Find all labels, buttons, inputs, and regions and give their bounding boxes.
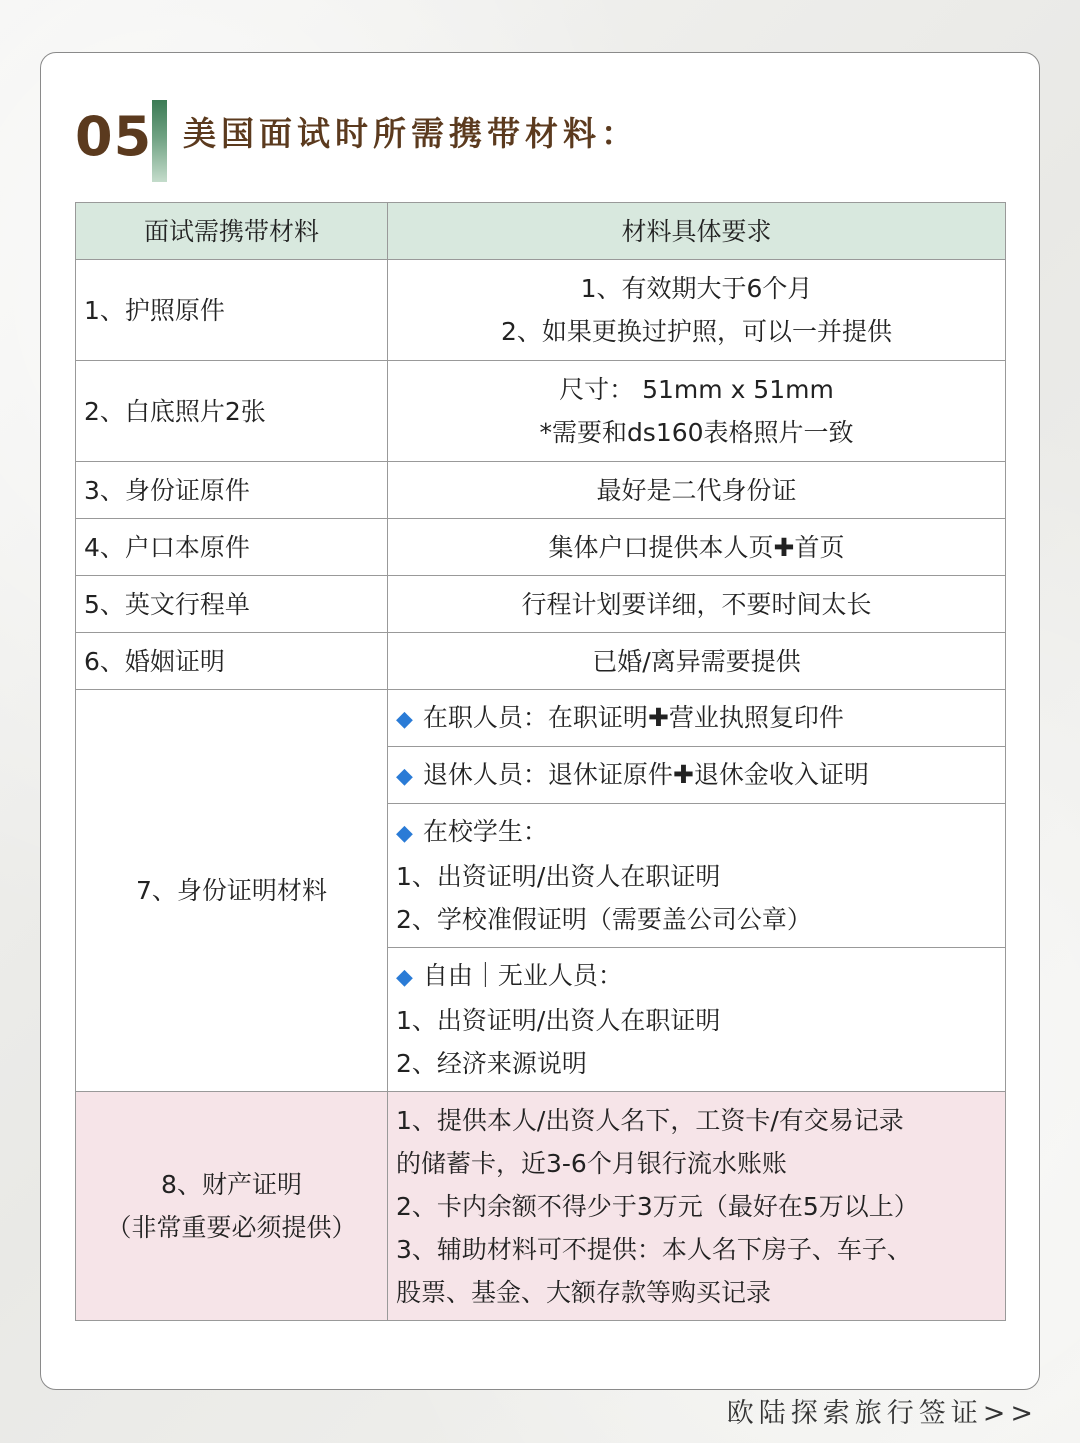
- req-subtitle: 自由｜无业人员：: [422, 961, 623, 990]
- req-hukou: [388, 519, 1006, 576]
- plus-icon: ✚: [773, 532, 795, 562]
- req-line: 2、卡内余额不得少于3万元（最好在5万以上）: [396, 1191, 919, 1221]
- plus-icon: ✚: [647, 702, 669, 732]
- diamond-bullet-icon: ◆: [396, 965, 413, 990]
- req-line: 2、学校准假证明（需要盖公司公章）: [396, 905, 812, 934]
- item-hukou: 4、户口本原件: [76, 519, 388, 576]
- req-student: [388, 804, 1006, 948]
- req-text: 退休金收入证明: [693, 759, 869, 789]
- diamond-bullet-icon: ◆: [396, 706, 413, 732]
- footer-brand: 欧陆探索旅行签证>>: [726, 1398, 1038, 1429]
- req-line: 1、出资证明/出资人在职证明: [396, 862, 721, 891]
- item-line: 8、财产证明: [161, 1170, 302, 1199]
- table-row: [76, 690, 1006, 747]
- req-line: 尺寸： 51mm x 51mm: [559, 375, 834, 404]
- req-photo: [388, 361, 1006, 462]
- req-retired: [388, 747, 1006, 804]
- req-id-card: 最好是二代身份证: [388, 462, 1006, 519]
- req-line: 1、提供本人/出资人名下，工资卡/有交易记录: [396, 1105, 904, 1135]
- req-line: 股票、基金、大额存款等购买记录: [396, 1277, 772, 1307]
- table-row: [76, 633, 1006, 690]
- req-freelance: [388, 948, 1006, 1092]
- req-line: [396, 810, 997, 855]
- req-text: 集体户口提供本人页: [548, 532, 774, 562]
- table-row: [76, 361, 1006, 462]
- item-itinerary: 5、英文行程单: [76, 576, 388, 633]
- heading-accent-bar: [152, 100, 167, 182]
- header-materials: 面试需携带材料: [76, 203, 388, 260]
- item-identity: 7、身份证明材料: [76, 690, 388, 1092]
- plus-icon: ✚: [672, 759, 694, 789]
- table-row: [76, 519, 1006, 576]
- diamond-bullet-icon: ◆: [396, 821, 413, 846]
- req-subtitle: 在校学生：: [422, 817, 548, 846]
- section-title: 美国面试时所需携带材料：: [183, 114, 639, 153]
- table-row: [76, 576, 1006, 633]
- req-line: [396, 954, 997, 999]
- table-row: [76, 260, 1006, 361]
- item-property: [76, 1092, 388, 1321]
- req-line: 2、经济来源说明: [396, 1049, 587, 1078]
- table-row: [76, 1092, 1006, 1321]
- req-line: 的储蓄卡，近3-6个月银行流水账账: [396, 1148, 787, 1178]
- table-row: [76, 462, 1006, 519]
- req-text: 营业执照复印件: [668, 702, 844, 732]
- table-header-row: [76, 203, 1006, 260]
- item-id-card: 3、身份证原件: [76, 462, 388, 519]
- req-marriage: 已婚/离异需要提供: [388, 633, 1006, 690]
- req-property: [388, 1092, 1006, 1321]
- item-line: （非常重要必须提供）: [106, 1213, 357, 1242]
- req-text: 在职人员：在职证明: [422, 702, 648, 732]
- section-number: 05: [75, 105, 153, 168]
- materials-table: [75, 202, 1006, 1321]
- req-line: 1、有效期大于6个月: [580, 274, 813, 303]
- req-line: 3、辅助材料可不提供：本人名下房子、车子、: [396, 1234, 912, 1264]
- req-itinerary: 行程计划要详细，不要时间太长: [388, 576, 1006, 633]
- req-text: 首页: [794, 532, 845, 562]
- item-photo: 2、白底照片2张: [76, 361, 388, 462]
- req-line: *需要和ds160表格照片一致: [539, 418, 854, 447]
- req-line: 2、如果更换过护照，可以一并提供: [501, 317, 892, 346]
- item-passport: 1、护照原件: [76, 260, 388, 361]
- req-passport: [388, 260, 1006, 361]
- req-line: 1、出资证明/出资人在职证明: [396, 1006, 721, 1035]
- diamond-bullet-icon: ◆: [396, 763, 413, 789]
- item-marriage: 6、婚姻证明: [76, 633, 388, 690]
- req-text: 退休人员：退休证原件: [422, 759, 673, 789]
- req-employed: [388, 690, 1006, 747]
- header-requirements: 材料具体要求: [388, 203, 1006, 260]
